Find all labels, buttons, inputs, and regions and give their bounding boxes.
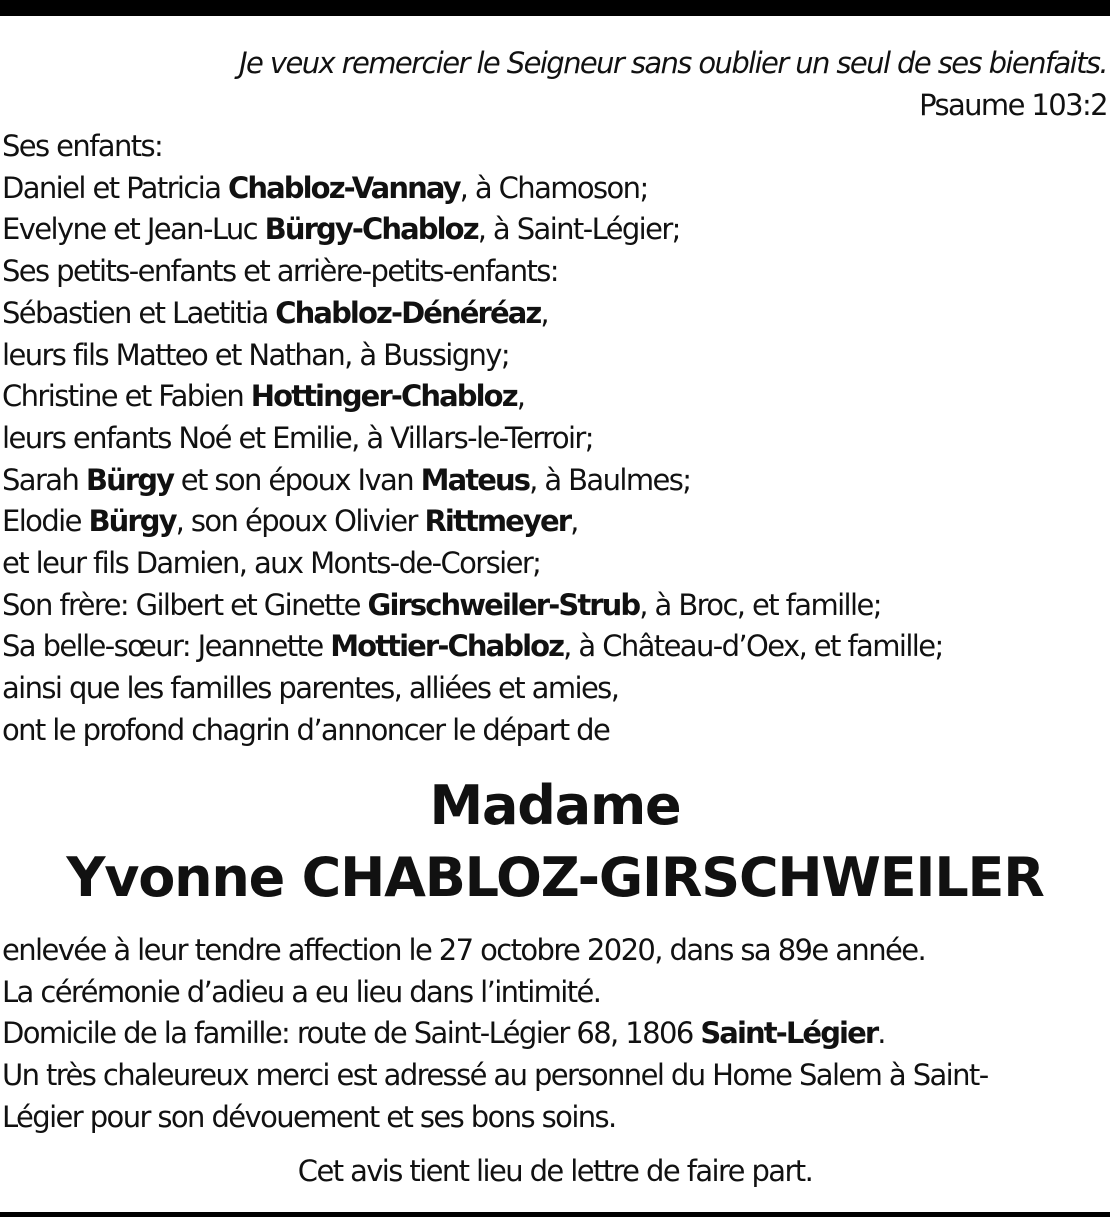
children-heading: Ses enfants: — [2, 129, 163, 163]
family-line: leurs fils Matteo et Nathan, à Bussigny; — [2, 337, 510, 372]
surname: Bürgy-Chabloz — [264, 212, 478, 247]
surname: Girschweiler-Strub — [367, 587, 640, 622]
deceased-title: Madame — [429, 774, 681, 837]
grandchildren-heading: Ses petits-enfants et arrière-petits-enfants: — [2, 254, 558, 289]
closing-line: La cérémonie d’adieu a eu lieu dans l’intimité. — [2, 974, 601, 1009]
surname: Bürgy — [85, 462, 174, 497]
family-line: Sébastien et Laetitia Chabloz-Dénéréaz, — [2, 295, 548, 330]
family-line: Son frère: Gilbert et Ginette Girschweiler-Strub, à Broc, et famille; — [2, 587, 881, 622]
surname: Chabloz-Vannay — [227, 170, 460, 205]
domicile-line: Domicile de la famille: route de Saint-Légier 68, 1806 Saint-Légier. — [2, 1016, 885, 1051]
family-line: Elodie Bürgy, son époux Olivier Rittmeyer, — [2, 504, 578, 539]
deceased-name: Yvonne CHABLOZ-GIRSCHWEILER — [66, 846, 1044, 909]
surname: Mateus — [420, 462, 530, 497]
announcement-line: ont le profond chagrin d’annoncer le départ de — [2, 712, 610, 747]
family-line: leurs enfants Noé et Emilie, à Villars-le-Terroir; — [2, 420, 593, 455]
deceased-name-block — [0, 770, 1110, 914]
bottom-rule — [0, 1212, 1110, 1217]
surname: Hottinger-Chabloz — [250, 379, 517, 414]
epigraph-quote: Je veux remercier le Seigneur sans oublier un seul de ses bienfaits. — [239, 46, 1107, 80]
surname: Bürgy — [88, 504, 176, 539]
domicile-town: Saint-Légier — [700, 1016, 878, 1051]
surname: Mottier-Chabloz — [330, 629, 564, 664]
closing-text — [2, 930, 1110, 1139]
thanks-line: Un très chaleureux merci est adressé au personnel du Home Salem à Saint- — [2, 1058, 988, 1093]
epigraph — [0, 42, 1107, 126]
top-rule — [0, 0, 1110, 16]
family-list — [2, 126, 1110, 752]
family-line: Daniel et Patricia Chabloz-Vannay, à Chamoson; — [2, 170, 648, 205]
surname: Rittmeyer — [424, 504, 571, 539]
thanks-line: Légier pour son dévouement et ses bons soins. — [2, 1099, 616, 1134]
family-line: Christine et Fabien Hottinger-Chabloz, — [2, 379, 525, 414]
closing-line: enlevée à leur tendre affection le 27 octobre 2020, dans sa 89e année. — [2, 933, 926, 967]
family-line: Sarah Bürgy et son époux Ivan Mateus, à Baulmes; — [2, 462, 691, 497]
family-line: Sa belle-sœur: Jeannette Mottier-Chabloz, à Château-d’Oex, et famille; — [2, 629, 943, 664]
family-line: et leur fils Damien, aux Monts-de-Corsier; — [2, 546, 541, 581]
relatives-line: ainsi que les familles parentes, alliées et amies, — [2, 671, 619, 706]
family-line: Evelyne et Jean-Luc Bürgy-Chabloz, à Saint-Légier; — [2, 212, 680, 247]
final-note-text: Cet avis tient lieu de lettre de faire part. — [297, 1154, 813, 1188]
epigraph-reference: Psaume 103:2 — [919, 88, 1107, 122]
surname: Chabloz-Dénéréaz — [275, 295, 541, 330]
final-note — [0, 1150, 1110, 1192]
